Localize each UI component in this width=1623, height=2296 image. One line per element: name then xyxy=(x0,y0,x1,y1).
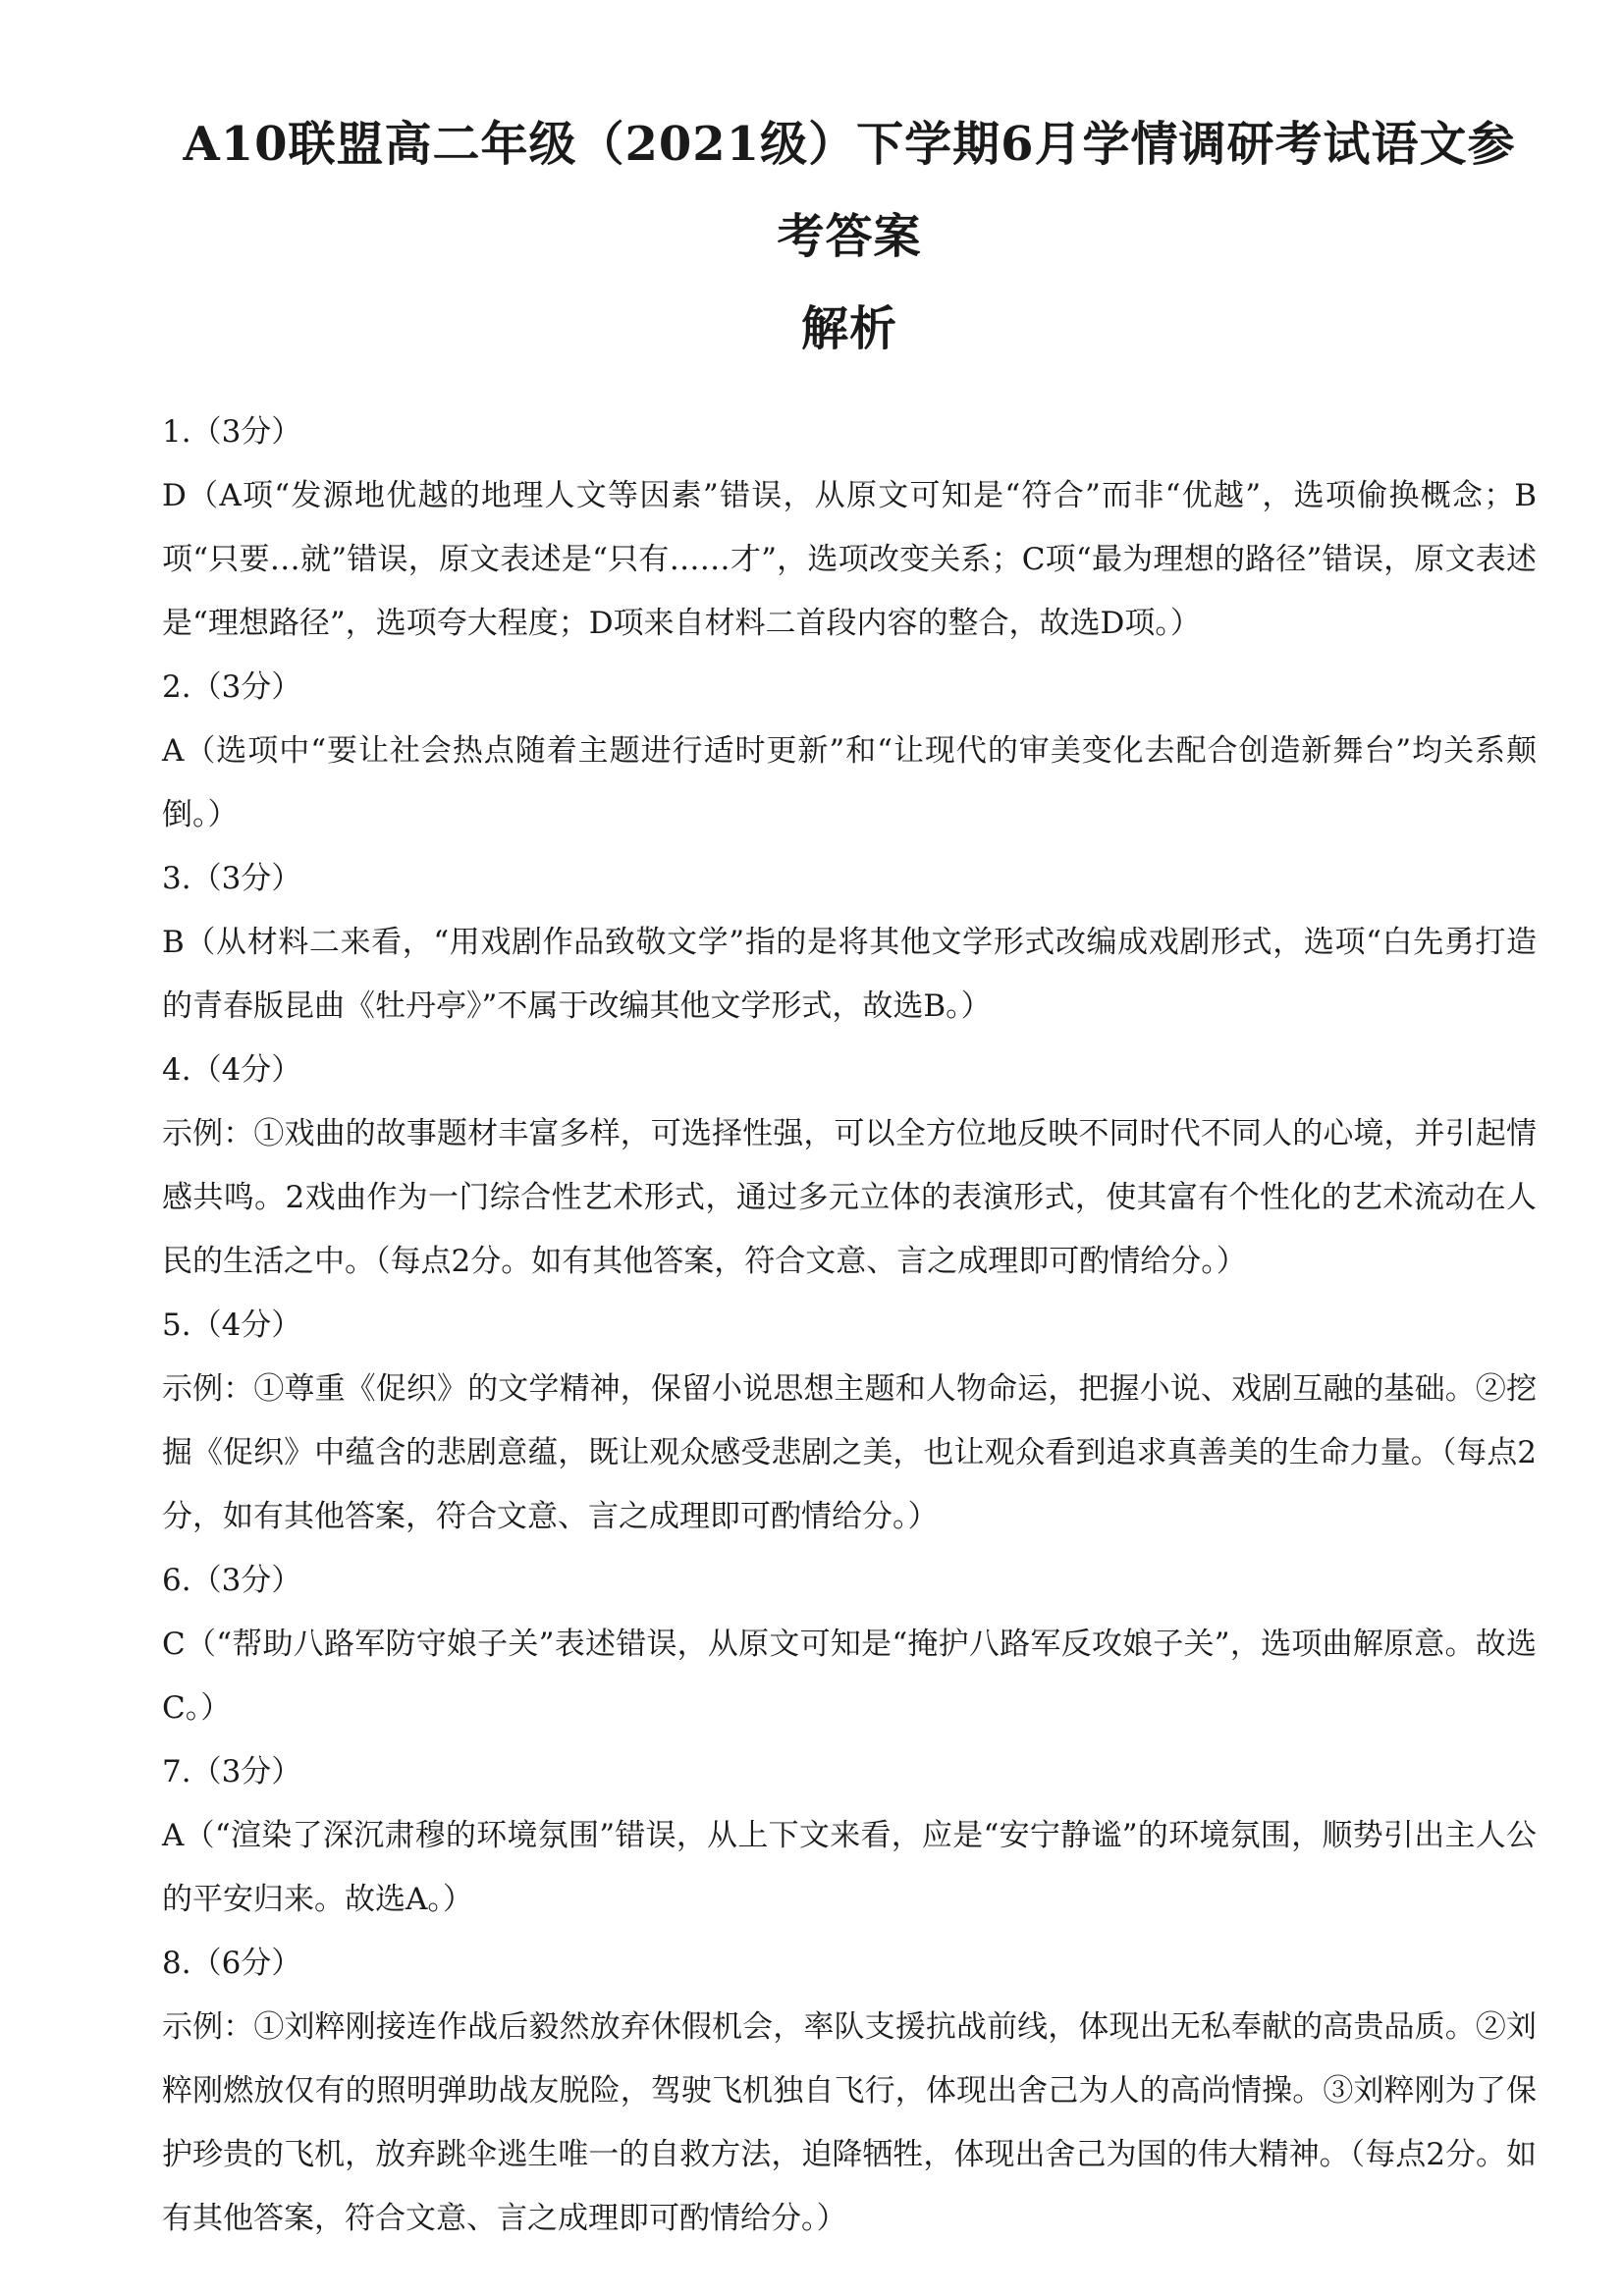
answer-3-text: B（从材料二来看，“用戏剧作品致敬文学”指的是将其他文学形式改编成戏剧形式，选项“白先勇打造的青春版昆曲《牡丹亭》”不属于改编其他文学形式，故选B。） xyxy=(162,925,1537,1024)
answer-7-heading: 7.（3分） xyxy=(162,1754,302,1789)
answer-6-heading: 6.（3分） xyxy=(162,1563,302,1598)
answer-7-text: A（“渲染了深沉肃穆的环境氛围”错误，从上下文来看，应是“安宁静谧”的环境氛围，顺势引出主人公的平安归来。故选A。） xyxy=(162,1818,1537,1917)
answer-1-heading: 1.（3分） xyxy=(162,414,302,450)
answer-4-heading: 4.（4分） xyxy=(162,1052,302,1088)
answer-4-text: 示例：①戏曲的故事题材丰富多样，可选择性强，可以全方位地反映不同时代不同人的心境，并引起情感共鸣。2戏曲作为一门综合性艺术形式，通过多元立体的表演形式，使其富有个性化的艺术流动在人民的生活之中。（每点2分。如有其他答案，符合文意、言之成理即可酌情给分。） xyxy=(162,1116,1537,1279)
title-line-2: 解析 xyxy=(800,301,897,356)
answer-3-heading: 3.（3分） xyxy=(162,861,302,896)
answer-2-heading: 2.（3分） xyxy=(162,669,302,705)
answer-6-text: C（“帮助八路军防守娘子关”表述错误，从原文可知是“掩护八路军反攻娘子关”，选项曲解原意。故选C。） xyxy=(162,1627,1537,1726)
answer-5-text: 示例：①尊重《促织》的文学精神，保留小说思想主题和人物命运，把握小说、戏剧互融的基础。②挖掘《促织》中蕴含的悲剧意蕴，既让观众感受悲剧之美，也让观众看到追求真善美的生命力量。（每点2分，如有其他答案，符合文意、言之成理即可酌情给分。） xyxy=(162,1371,1537,1534)
answer-list xyxy=(162,400,1537,2251)
answer-8-text: 示例：①刘粹刚接连作战后毅然放弃休假机会，率队支援抗战前线，体现出无私奉献的高贵品质。②刘粹刚燃放仅有的照明弹助战友脱险，驾驶飞机独自飞行，体现出舍己为人的高尚情操。③刘粹刚为了保护珍贵的飞机，放弃跳伞逃生唯一的自救方法，迫降牺牲，体现出舍己为国的伟大精神。（每点2分。如有其他答案，符合文意、言之成理即可酌情给分。） xyxy=(162,2009,1537,2236)
answer-5-heading: 5.（4分） xyxy=(162,1308,302,1343)
answer-1-text: D（A项“发源地优越的地理人文等因素”错误，从原文可知是“符合”而非“优越”，选项偷换概念；B项“只要…就”错误，原文表述是“只有……才”，选项改变关系；C项“最为理想的路径”错误，原文表述是“理想路径”，选项夸大程度；D项来自材料二首段内容的整合，故选D项。） xyxy=(162,478,1537,641)
document-title xyxy=(162,98,1537,375)
answer-2-text: A（选项中“要让社会热点随着主题进行适时更新”和“让现代的审美变化去配合创造新舞台”均关系颠倒。） xyxy=(162,733,1537,832)
answer-8-heading: 8.（6分） xyxy=(162,1946,302,1981)
title-line-1: A10联盟高二年级（2021级）下学期6月学情调研考试语文参考答案 xyxy=(183,117,1516,264)
